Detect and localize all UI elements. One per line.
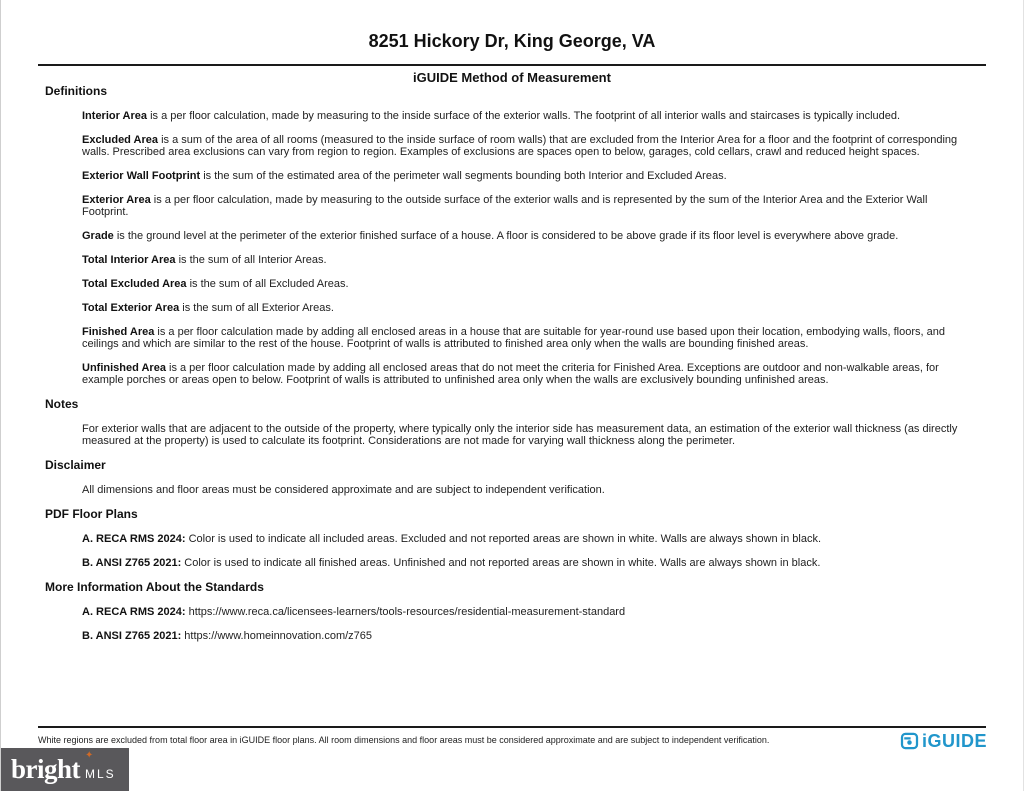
definition-item: [82, 362, 974, 386]
footer-divider: [38, 726, 986, 728]
standard-url: https://www.homeinnovation.com/z765: [181, 630, 373, 642]
title-divider: [38, 64, 986, 66]
definition-item: [82, 110, 974, 122]
standards-link-item: [82, 606, 974, 618]
document-content: [1, 0, 1023, 642]
standards-link-item: [82, 630, 974, 642]
standard-label: A. RECA RMS 2024:: [82, 533, 186, 545]
standard-label: A. RECA RMS 2024:: [82, 606, 186, 618]
definition-text: is a per floor calculation, made by measuring to the inside surface of the exterior walls. The footprint of all interior walls and staircases is typically included.: [147, 110, 901, 122]
definition-text: is a per floor calculation made by adding all enclosed areas that do not meet the criteria for Finished Area. Exceptions are outdoor and non-walkable areas, for example porches or areas open to below. Footprint of walls is attributed to unfinished area only when the walls are exclusively bounding unfinished areas.: [82, 362, 939, 386]
sparkle-icon: ✦: [85, 750, 94, 761]
definition-item: [82, 134, 974, 158]
definition-item: [82, 254, 974, 266]
definition-item: [82, 170, 974, 182]
definition-text: is the sum of all Exterior Areas.: [179, 302, 334, 314]
iguide-logo-text: iGUIDE: [921, 731, 987, 751]
definition-item: [82, 194, 974, 218]
definition-item: [82, 302, 974, 314]
definition-term: Excluded Area: [82, 134, 159, 146]
iguide-camera-icon: [900, 732, 919, 750]
standard-label: B. ANSI Z765 2021:: [82, 557, 182, 569]
definition-text: is the sum of all Excluded Areas.: [186, 278, 349, 290]
heading-notes: Notes: [45, 397, 79, 411]
pdf-plan-item: [82, 557, 974, 569]
footer-disclaimer-text: White regions are excluded from total floor area in iGUIDE floor plans. All room dimensions and floor areas must be considered approximate and are subject to independent verification.: [38, 735, 770, 745]
definition-item: [82, 278, 974, 290]
definition-term: Exterior Wall Footprint: [82, 170, 201, 182]
heading-pdf-floor-plans: PDF Floor Plans: [45, 507, 138, 521]
definition-text: is a per floor calculation, made by measuring to the outside surface of the exterior walls and is represented by the sum of the Interior Area and the Exterior Wall Footprint.: [82, 194, 928, 218]
definition-text: is the sum of the estimated area of the perimeter wall segments bounding both Interior and Excluded Areas.: [200, 170, 727, 182]
heading-definitions: Definitions: [45, 84, 107, 98]
notes-paragraph: For exterior walls that are adjacent to the outside of the property, where typically only the interior side has measurement data, an estimation of the exterior wall thickness (as directly measured at the property) is used to calculate its footprint. Considerations are not made for varying wall thickness along the perimeter.: [82, 423, 958, 447]
mls-brand-text: MLS: [85, 767, 116, 781]
definition-term: Interior Area: [82, 110, 148, 122]
definition-term: Grade: [82, 230, 114, 242]
definition-term: Total Exterior Area: [82, 302, 180, 314]
heading-disclaimer: Disclaimer: [45, 458, 106, 472]
pdf-plan-item: [82, 533, 974, 545]
iguide-logo: [900, 731, 987, 751]
definition-item: [82, 326, 974, 350]
definition-text: is the sum of all Interior Areas.: [175, 254, 327, 266]
definition-term: Unfinished Area: [82, 362, 166, 374]
disclaimer-paragraph: All dimensions and floor areas must be considered approximate and are subject to independent verification.: [82, 484, 605, 496]
standard-description: Color is used to indicate all included areas. Excluded and not reported areas are shown in white. Walls are always shown in black.: [185, 533, 822, 545]
definition-term: Total Interior Area: [82, 254, 176, 266]
page-subtitle: iGUIDE Method of Measurement: [413, 70, 611, 85]
standard-description: Color is used to indicate all finished areas. Unfinished and not reported areas are shown in white. Walls are always shown in black.: [181, 557, 821, 569]
definition-term: Finished Area: [82, 326, 155, 338]
definition-text: is a sum of the area of all rooms (measured to the inside surface of room walls) that are excluded from the Interior Area for a floor and the footprint of corresponding walls. Prescribed area exclusions can vary from region to region. Examples of exclusions are spaces open to below, garages, cold cellars, crawl and reduced height spaces.: [82, 134, 958, 158]
bright-mls-logo: [1, 748, 129, 791]
standard-label: B. ANSI Z765 2021:: [82, 630, 182, 642]
definition-item: [82, 230, 974, 242]
definition-term: Exterior Area: [82, 194, 151, 206]
standard-url: https://www.reca.ca/licensees-learners/tools-resources/residential-measurement-standard: [185, 606, 626, 618]
heading-more-information: More Information About the Standards: [45, 580, 264, 594]
page-title: 8251 Hickory Dr, King George, VA: [368, 31, 656, 51]
definition-term: Total Excluded Area: [82, 278, 187, 290]
definition-text: is the ground level at the perimeter of the exterior finished surface of a house. A floor is considered to be above grade if its floor level is everywhere above grade.: [113, 230, 899, 242]
definition-text: is a per floor calculation made by adding all enclosed areas in a house that are suitable for year-round use based upon their location, embodying walls, floors, and ceilings and which are similar to the rest of the house. Footprint of walls is attributed to finished area only when the walls are bounding finished areas.: [82, 326, 945, 350]
bright-brand-text: bright: [11, 754, 81, 784]
